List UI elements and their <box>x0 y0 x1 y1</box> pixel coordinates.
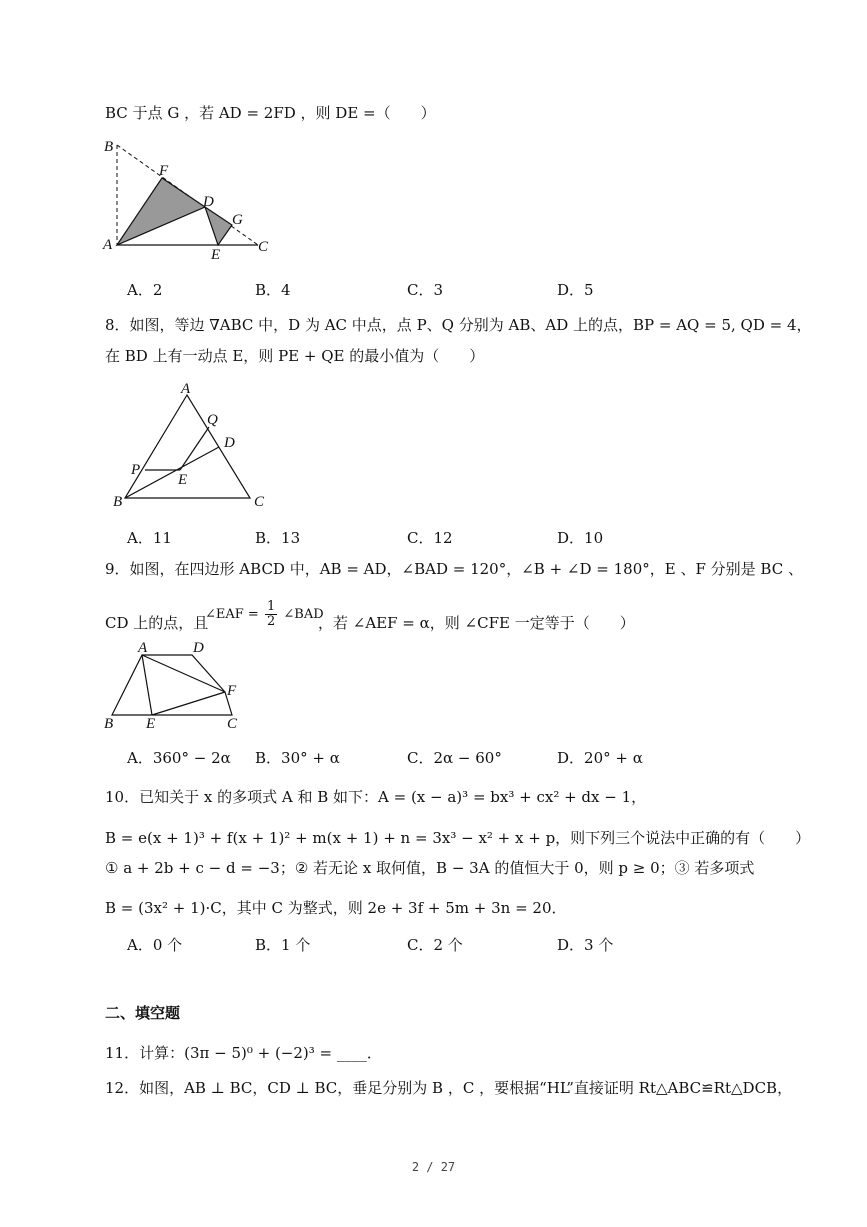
q8-stem-line2: 在 BD 上有一动点 E，则 PE + QE 的最小值为（ ） <box>105 347 485 365</box>
q8-stem-line1: 8．如图，等边 ∇ABC 中，D 为 AC 中点，点 P、Q 分别为 AB、AD 上的点，BP = AQ = 5, QD = 4， <box>105 316 812 334</box>
q7-option-c: C．3 <box>407 281 444 299</box>
q7-label-F: F <box>159 163 169 179</box>
q8-label-P: P <box>131 462 141 478</box>
q7-option-a: A．2 <box>127 281 163 299</box>
q7-label-E: E <box>211 247 221 263</box>
q7-label-C: C <box>258 239 269 255</box>
q7-label-B: B <box>104 139 114 155</box>
q8-label-C: C <box>254 494 265 510</box>
q8-option-a: A．11 <box>127 529 172 547</box>
q8-option-c: C．12 <box>407 529 453 547</box>
q7-option-d: D．5 <box>557 281 594 299</box>
q10-stem-line3: ① a + 2b + c − d = −3；② 若无论 x 取何值，B − 3A 的值恒大于 0，则 p ≥ 0；③ 若多项式 <box>105 859 755 877</box>
q9-frac-den: 2 <box>266 614 276 629</box>
q8-figure <box>105 380 275 515</box>
q8-label-Q: Q <box>207 412 218 428</box>
q7-figure <box>100 135 280 265</box>
q11-stem: 11．计算：(3π − 5)⁰ + (−2)³ = ____． <box>105 1044 382 1062</box>
q9-fraction-expr <box>205 600 324 629</box>
q9-label-A: A <box>138 640 148 656</box>
q10-option-a: A．0 个 <box>127 936 183 954</box>
q8-option-d: D．10 <box>557 529 604 547</box>
q9-frac-num: 1 <box>266 599 276 614</box>
q8-label-E: E <box>178 472 188 488</box>
q8-label-A: A <box>181 381 191 397</box>
q8-label-D: D <box>224 435 235 451</box>
q9-option-a: A．360° − 2α <box>127 749 231 767</box>
q7-label-G: G <box>232 212 243 228</box>
q10-stem-line1: 10．已知关于 x 的多项式 A 和 B 如下：A = (x − a)³ = bx³ + cx² + dx − 1， <box>105 788 647 806</box>
q9-option-c: C．2α − 60° <box>407 749 502 767</box>
q9-figure <box>100 640 260 735</box>
q7-option-b: B．4 <box>255 281 291 299</box>
q12-stem: 12．如图，AB ⊥ BC，CD ⊥ BC，垂足分别为 B ，C ，要根据“HL”直接证明 Rt△ABC≌Rt△DCB， <box>105 1079 793 1097</box>
q9-label-F: F <box>227 683 237 699</box>
q9-option-d: D．20° + α <box>557 749 643 767</box>
section-heading: 二、填空题 <box>105 1004 181 1022</box>
q9-label-C: C <box>227 716 238 732</box>
q7-label-A: A <box>103 237 113 253</box>
q8-option-b: B．13 <box>255 529 301 547</box>
q9-frac-lhs: ∠EAF = <box>205 607 259 622</box>
q9-label-B: B <box>104 716 114 732</box>
q10-stem-line4: B = (3x² + 1)·C，其中 C 为整式，则 2e + 3f + 5m + 3n = 20． <box>105 899 567 917</box>
q10-option-c: C．2 个 <box>407 936 463 954</box>
page-number: 2 / 27 <box>411 1160 456 1174</box>
q7-label-D: D <box>203 194 214 210</box>
q10-option-d: D．3 个 <box>557 936 614 954</box>
q9-stem-line1: 9．如图，在四边形 ABCD 中，AB = AD，∠BAD = 120°，∠B + ∠D = 180°，E 、F 分别是 BC 、 <box>105 560 803 578</box>
q10-stem-line2: B = e(x + 1)³ + f(x + 1)² + m(x + 1) + n = 3x³ − x² + x + p，则下列三个说法中正确的有（ ） <box>105 829 811 847</box>
q9-label-D: D <box>193 640 204 656</box>
q9-fraction <box>265 600 277 629</box>
q9-stem-line2-end: ，若 ∠AEF = α，则 ∠CFE 一定等于（ ） <box>318 614 635 632</box>
q7-stem-tail: BC 于点 G ，若 AD = 2FD ，则 DE =（ ） <box>105 104 436 122</box>
q9-frac-rhs: ∠BAD <box>283 607 324 622</box>
q9-stem-line2-start: CD 上的点，且 <box>105 614 209 632</box>
q9-label-E: E <box>146 716 156 732</box>
q8-label-B: B <box>113 494 123 510</box>
q10-option-b: B．1 个 <box>255 936 311 954</box>
q9-option-b: B．30° + α <box>255 749 340 767</box>
